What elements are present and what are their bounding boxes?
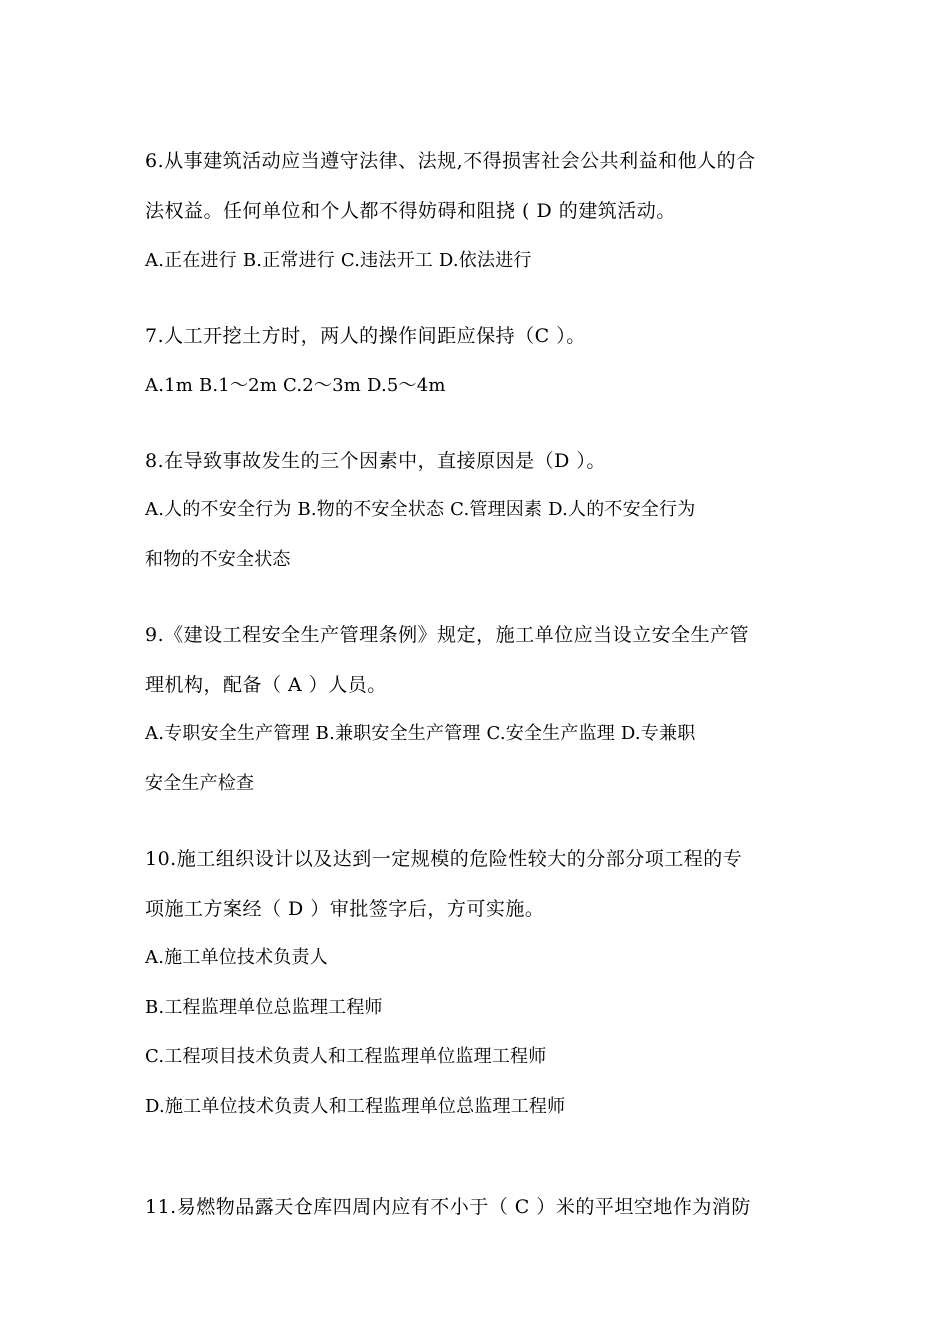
question-10-option-b: B.工程监理单位总监理工程师 [145,997,383,1018]
question-10-option-a: A.施工单位技术负责人 [145,947,328,968]
question-6-stem-line-2: 法权益。任何单位和个人都不得妨碍和阻挠 ( D 的建筑活动。 [145,200,676,222]
question-10-option-c: C.工程项目技术负责人和工程监理单位监理工程师 [145,1046,547,1067]
question-9-options-line-1: A.专职安全生产管理 B.兼职安全生产管理 C.安全生产监理 D.专兼职 [145,723,696,744]
question-8-options-line-1: A.人的不安全行为 B.物的不安全状态 C.管理因素 D.人的不安全行为 [145,499,696,520]
question-10-stem-line-2: 项施工方案经（ D ）审批签字后，方可实施。 [145,898,545,920]
question-7-options: A.1m B.1～2m C.2～3m D.5～4m [145,375,446,396]
question-9-options-line-2: 安全生产检查 [145,773,255,794]
question-8-options-line-2: 和物的不安全状态 [145,549,291,570]
question-10-option-d: D.施工单位技术负责人和工程监理单位总监理工程师 [145,1096,566,1117]
question-11-stem: 11.易燃物品露天仓库四周内应有不小于（ C ）米的平坦空地作为消防 [145,1196,751,1218]
question-10-stem-line-1: 10.施工组织设计以及达到一定规模的危险性较大的分部分项工程的专 [145,848,743,870]
question-9-stem-line-1: 9.《建设工程安全生产管理条例》规定，施工单位应当设立安全生产管 [145,624,750,646]
question-9-stem-line-2: 理机构，配备（ A ）人员。 [145,674,387,696]
question-7-stem: 7.人工开挖土方时，两人的操作间距应保持（C ）。 [145,325,586,347]
question-8-stem: 8.在导致事故发生的三个因素中，直接原因是（D ）。 [145,450,606,472]
question-6-options: A.正在进行 B.正常进行 C.违法开工 D.依法进行 [145,250,532,271]
question-6-stem-line-1: 6.从事建筑活动应当遵守法律、法规,不得损害社会公共利益和他人的合 [145,150,756,172]
